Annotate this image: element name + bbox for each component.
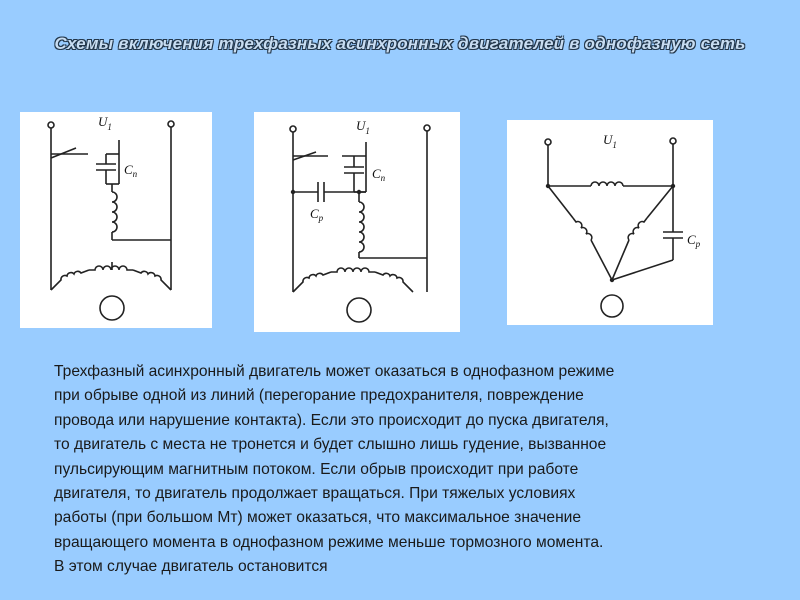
text-line: вращающего момента в однофазном режиме меньше тормозного момента. [54, 533, 604, 551]
run-capacitor-label: $C_р$ [687, 232, 701, 249]
diagram-delta-run-capacitor [507, 120, 713, 325]
text-line: при обрыве одной из линий (перегорание предохранителя, повреждение [54, 387, 584, 405]
voltage-label: $U_1$ [356, 118, 370, 136]
voltage-label: $U_1$ [98, 114, 112, 132]
capacitor-label: $C_п$ [124, 162, 138, 179]
text-line: пульсирующим магнитным потоком. Если обрыв происходит при работе [54, 460, 579, 478]
diagram-start-and-run-capacitors [254, 112, 460, 332]
schematic-3 [507, 120, 713, 325]
text-line: работы (при большом Mт) может оказаться, что максимальное значение [54, 509, 582, 527]
text-line: В этом случае двигатель остановится [54, 558, 328, 576]
text-line: Трехфазный асинхронный двигатель может оказаться в однофазном режиме [54, 363, 615, 380]
slide-title: Схемы включения трехфазных асинхронных двигателей в однофазную сеть [54, 34, 746, 53]
schematic-1 [20, 112, 212, 328]
schematic-2 [254, 112, 460, 332]
start-capacitor-label: $C_п$ [372, 166, 386, 183]
text-line: провода или нарушение контакта). Если это происходит до пуска двигателя, [54, 411, 609, 429]
text-line: двигателя, то двигатель продолжает вращаться. При тяжелых условиях [54, 485, 576, 503]
voltage-label: $U_1$ [603, 132, 617, 150]
text-line: то двигатель с места не тронется и будет слышно лишь гудение, вызванное [54, 436, 607, 454]
run-capacitor-label: $C_р$ [310, 206, 324, 223]
diagram-start-capacitor [20, 112, 212, 328]
explanation-text [54, 360, 784, 580]
